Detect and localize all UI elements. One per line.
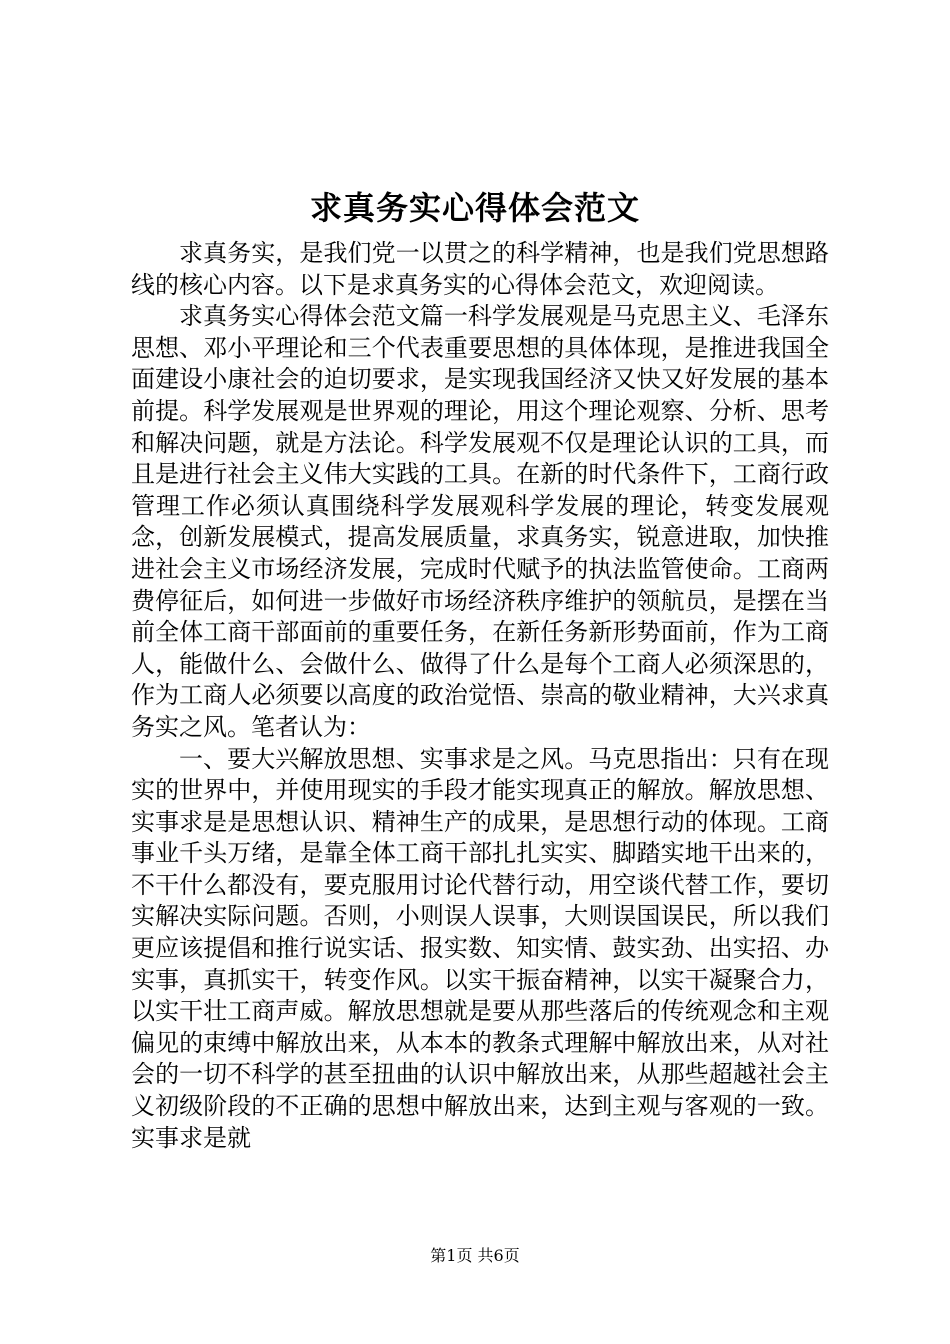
paragraph-intro: 求真务实，是我们党一以贯之的科学精神，也是我们党思想路线的核心内容。以下是求真务实的心得体会范文，欢迎阅读。	[131, 239, 829, 299]
paragraph-essay-one: 求真务实心得体会范文篇一科学发展观是马克思主义、毛泽东思想、邓小平理论和三个代表重要思想的具体体现，是推进我国全面建设小康社会的迫切要求，是实现我国经济又快又好发展的基本前提。科学发展观是世界观的理论，用这个理论观察、分析、思考和解决问题，就是方法论。科学发展观不仅是理论认识的工具，而且是进行社会主义伟大实践的工具。在新的时代条件下，工商行政管理工作必须认真围绕科学发展观科学发展的理论，转变发展观念，创新发展模式，提高发展质量，求真务实，锐意进取，加快推进社会主义市场经济发展，完成时代赋予的执法监管使命。工商两费停征后，如何进一步做好市场经济秩序维护的领航员，是摆在当前全体工商干部面前的重要任务，在新任务新形势面前，作为工商人，能做什么、会做什么、做得了什么是每个工商人必须深思的，作为工商人必须要以高度的政治觉悟、崇高的敬业精神，大兴求真务实之风。笔者认为：	[131, 302, 829, 741]
page-footer: 第1页 共6页	[430, 1246, 520, 1265]
document-title: 求真务实心得体会范文	[309, 189, 640, 227]
paragraph-point-one: 一、要大兴解放思想、实事求是之风。马克思指出：只有在现实的世界中，并使用现实的手段才能实现真正的解放。解放思想、实事求是是思想认识、精神生产的成果，是思想行动的体现。工商事业千头万绪，是靠全体工商干部扎扎实实、脚踏实地干出来的，不干什么都没有，要克服用讨论代替行动，用空谈代替工作，要切实解决实际问题。否则，小则误人误事，大则误国误民，所以我们更应该提倡和推行说实话、报实数、知实情、鼓实劲、出实招、办实事，真抓实干，转变作风。以实干振奋精神，以实干凝聚合力，以实干壮工商声威。解放思想就是要从那些落后的传统观念和主观偏见的束缚中解放出来，从本本的教条式理解中解放出来，从对社会的一切不科学的甚至扭曲的认识中解放出来，从那些超越社会主义初级阶段的不正确的思想中解放出来，达到主观与客观的一致。实事求是就	[131, 744, 829, 1152]
document-body	[131, 238, 829, 1154]
